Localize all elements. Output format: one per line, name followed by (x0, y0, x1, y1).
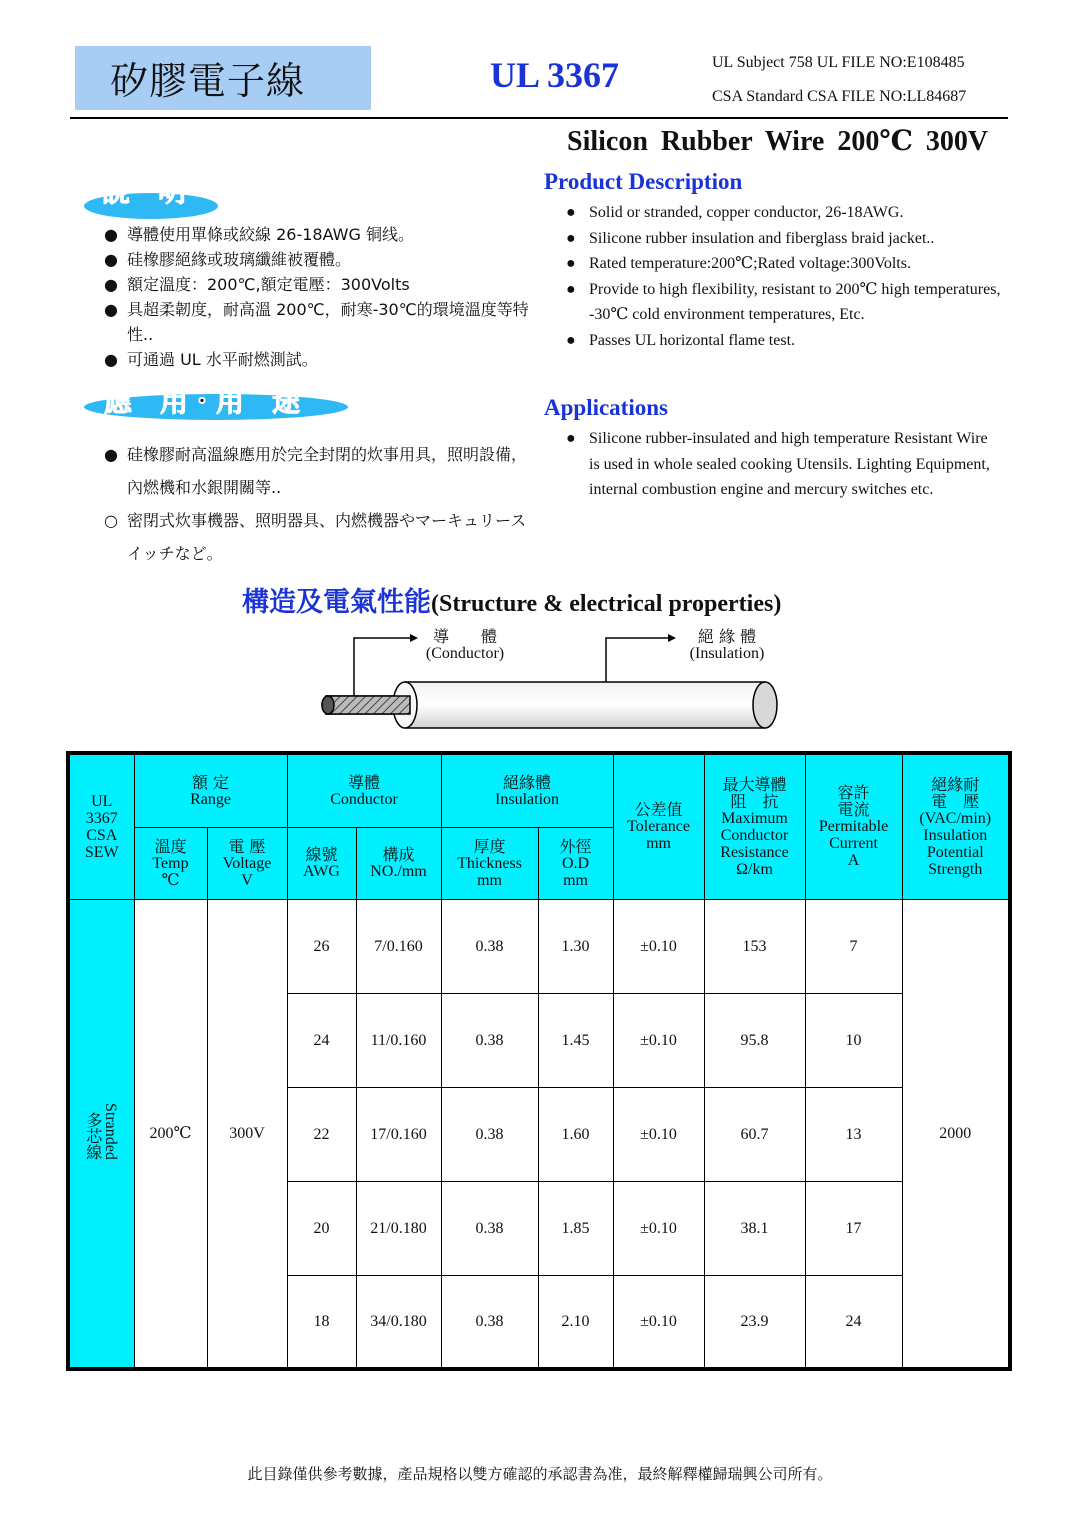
insulation-graphic (322, 682, 777, 728)
thickness-cell: 0.38 (441, 1275, 538, 1369)
no-cell: 17/0.160 (356, 1087, 441, 1181)
list-item: ○ 密閉式炊事機器、照明器具、内燃機器やマーキュリースイッチなど。 (104, 511, 527, 563)
header-divider (70, 117, 1008, 119)
awg-cell: 20 (287, 1181, 356, 1275)
current-cell: 13 (805, 1087, 902, 1181)
footer-note: 此目錄僅供參考數據，產品規格以雙方確認的承認書為准，最終解釋權歸瑞興公司所有。 (247, 1465, 833, 1483)
resistance-cell: 23.9 (704, 1275, 805, 1369)
awg-cell: 18 (287, 1275, 356, 1369)
header-awg: 線號 AWG (287, 827, 356, 899)
header-conductor: 導體 Conductor (287, 753, 441, 827)
zh-application-list (104, 438, 539, 570)
applications-title: Applications (544, 395, 668, 420)
header-current: 容許 電流 Permitable Current A (805, 753, 902, 899)
structure-title (242, 580, 781, 619)
current-cell: 24 (805, 1275, 902, 1369)
wire-diagram (0, 620, 1080, 740)
current-cell: 17 (805, 1181, 902, 1275)
header-temp: 溫度 Temp ℃ (134, 827, 207, 899)
thickness-cell: 0.38 (441, 993, 538, 1087)
en-description-list (566, 200, 1001, 353)
ul-file-line: UL Subject 758 UL FILE NO:E108485 (712, 54, 965, 71)
list-item: ● 硅橡膠耐高溫線應用於完全封閉的炊事用具，照明設備，內燃機和水銀開關等.. (104, 445, 528, 497)
table-header-row (68, 753, 1010, 827)
header-od: 外徑 O.D mm (538, 827, 613, 899)
tolerance-cell: ±0.10 (613, 1181, 704, 1275)
od-cell: 1.30 (538, 899, 613, 993)
resistance-cell: 95.8 (704, 993, 805, 1087)
insulation-label-zh: 絕 緣 體 (697, 627, 757, 646)
model-number: UL 3367 (490, 55, 620, 95)
product-title: Silicon Rubber Wire 200℃ 300V (567, 126, 989, 157)
header-range: 額 定 Range (134, 753, 287, 827)
structure-title-zh: 構造及電氣性能 (242, 587, 431, 618)
list-item: ● Rated temperature:200℃;Rated voltage:300Volts. (566, 255, 911, 272)
resistance-cell: 38.1 (704, 1181, 805, 1275)
awg-cell: 24 (287, 993, 356, 1087)
list-item: ● 可通過 UL 水平耐燃測試。 (104, 350, 318, 369)
tolerance-cell: ±0.10 (613, 1087, 704, 1181)
header-no: 構成 NO./mm (356, 827, 441, 899)
list-item: ● Solid or stranded, copper conductor, 26-18AWG. (566, 204, 904, 221)
od-cell: 1.45 (538, 993, 613, 1087)
insulation-label-en: (Insulation) (689, 645, 765, 662)
conductor-label-en: (Conductor) (425, 645, 505, 662)
list-item: ● 額定溫度：200℃,額定電壓：300Volts (104, 275, 410, 294)
spec-table (66, 751, 1012, 1371)
header-thickness: 厚度 Thickness mm (441, 827, 538, 899)
zh-description-list (104, 222, 539, 372)
insulation-label (672, 624, 782, 663)
current-cell: 7 (805, 899, 902, 993)
csa-file-line: CSA Standard CSA FILE NO:LL84687 (712, 88, 967, 105)
resistance-cell: 153 (704, 899, 805, 993)
tolerance-cell: ±0.10 (613, 899, 704, 993)
od-cell: 1.85 (538, 1181, 613, 1275)
stranded-label-en: Stranded (101, 1102, 119, 1160)
header-model: UL 3367 CSA SEW (68, 753, 134, 899)
awg-cell: 26 (287, 899, 356, 993)
temp-cell: 200℃ (134, 899, 207, 1369)
app-badge-label: 應 用・用 途 (104, 385, 301, 418)
tolerance-cell: ±0.10 (613, 993, 704, 1087)
header-voltage: 電 壓 Voltage V (207, 827, 287, 899)
current-cell: 10 (805, 993, 902, 1087)
header-insulation: 絕緣體 Insulation (441, 753, 613, 827)
conductor-label-zh: 導 體 (432, 627, 497, 646)
header-tolerance: 公差值 Tolerance mm (613, 753, 704, 899)
resistance-cell: 60.7 (704, 1087, 805, 1181)
table-row (68, 899, 1010, 993)
list-item: ● Passes UL horizontal flame test. (566, 331, 796, 349)
od-cell: 1.60 (538, 1087, 613, 1181)
no-cell: 11/0.160 (356, 993, 441, 1087)
structure-title-en: (Structure & electrical properties) (431, 591, 782, 617)
stranded-cell (68, 899, 134, 1369)
od-cell: 2.10 (538, 1275, 613, 1369)
tolerance-cell: ±0.10 (613, 1275, 704, 1369)
voltage-cell: 300V (207, 899, 287, 1369)
stranded-label-zh: 多芯線 (83, 1111, 103, 1160)
list-item: ● 具超柔韌度，耐高溫 200℃，耐寒-30℃的環境溫度等特性.. (104, 300, 529, 344)
no-cell: 34/0.180 (356, 1275, 441, 1369)
en-application-list (566, 426, 1002, 503)
list-item: ● Provide to high flexibility, resistant to 200℃ high temperatures, -30℃ cold environment temperatures, Etc. (566, 280, 1001, 323)
awg-cell: 22 (287, 1087, 356, 1181)
list-item: ● 導體使用單條或絞線 26-18AWG 铜线。 (104, 225, 414, 244)
conductor-label (410, 624, 520, 663)
strength-cell: 2000 (902, 899, 1010, 1369)
no-cell: 21/0.180 (356, 1181, 441, 1275)
no-cell: 7/0.160 (356, 899, 441, 993)
header-resistance: 最大導體 阻 抗 Maximum Conductor Resistance Ω/km (704, 753, 805, 899)
thickness-cell: 0.38 (441, 899, 538, 993)
thickness-cell: 0.38 (441, 1181, 538, 1275)
list-item: ● 硅橡膠絕緣或玻璃纖維被覆體。 (104, 250, 352, 269)
list-item: ● Silicone rubber insulation and fiberglass braid jacket.. (566, 229, 935, 247)
arrow-icon (606, 634, 676, 682)
product-description-title: Product Description (544, 169, 743, 194)
header-title: 矽膠電子線 (110, 59, 306, 103)
header-strength: 絕緣耐 電 壓 (VAC/min) Insulation Potential Strength (902, 753, 1010, 899)
desc-badge-label: 說 明 (102, 175, 187, 208)
list-item: ● Silicone rubber-insulated and high temperature Resistant Wire is used in whole sealed cooking Utensils. Lighting Equipment, internal combustion engine and mercury switches etc. (566, 430, 990, 498)
thickness-cell: 0.38 (441, 1087, 538, 1181)
